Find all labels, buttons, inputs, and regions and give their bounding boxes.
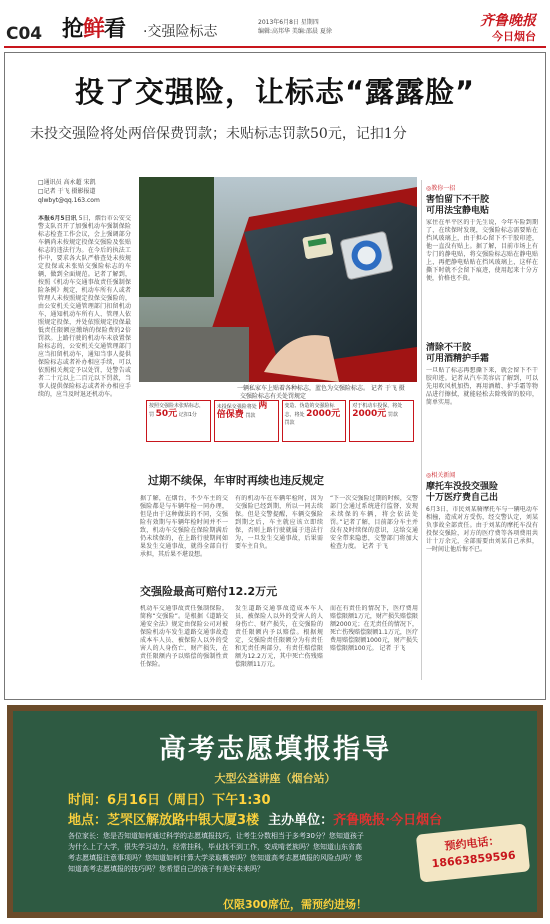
headline: 投了交强险，让标志“露露脸” (74, 75, 476, 109)
penalty-box-amount: 2000元 (352, 409, 387, 419)
penalty-box-note: 记扣1分 (178, 412, 197, 418)
subsection-heading-max-payout: 交强险最高可赔付12.2万元 (140, 585, 278, 598)
ad-blurb: 各位家长：您是否知道如何通过科学的志愿填报技巧，让考生分数相当于多考30分？您知道孩子为什么上了大学，很失学习动力，经常挂科，毕业找不到工作，变成啃老族吗？您知道山东省高考志愿填报注意事项吗？您知道如何计算大学录取概率吗？您知道高考志愿填报的风险点吗？您知道高考志愿填报的技巧吗？您希望自己的孩子有美好未来吗？ (68, 832, 364, 873)
byline-correspondents: □通讯员 高永超 宋凯 (38, 179, 96, 186)
ad-place-value: 芝罘区解放路中银大厦3楼 (107, 813, 260, 828)
header-divider (4, 46, 546, 48)
ad-time (68, 789, 271, 808)
max-text-col1: 机动车交通事故责任强制保险，简称“交强险”。是根据《道路交通安全法》规定由保险公司对被保险机动车发生道路交通事故造成本车人员、被保险人以外的受害人的人身伤亡、财产损失，在责任限额内予以赔偿的强制性责任保险。 (140, 605, 228, 668)
dateline-date: 2013年6月8日 星期四 (258, 19, 319, 26)
column-divider (421, 180, 422, 680)
article-lead: 本报6月5日讯 (38, 215, 77, 222)
ad-organizer-label: 主办单位： (268, 813, 334, 828)
car-windshield-image (139, 177, 417, 382)
ad-seat-notice: 仅限300席位，需预约进场！ (223, 898, 367, 911)
ad-subtitle: 大型公益讲座（烟台站） (214, 772, 336, 785)
sidebar-heading-1-line2: 可用法宝静电贴 (426, 206, 490, 216)
brand-char-2: 鲜 (83, 16, 105, 42)
article-body-text: 5日，烟台市公安交警支队召开了加强机动车强制保险标志检查工作会议，会上强调部分车辆尚未按规定投保交强险及张贴标志的违法行为。在今后的执法工作中，要求各大队严格查处未按规定投保或未张贴交强险标志的车辆，做到全面规范。记者了解到，按照《机动车交通事故责任强制保险条例》规定，机动车所有人或者管理人未按照规定投保交强险的，由公安机关交通管理部门扣留机动车，通知机动车所有人、管理人依照规定投保，并处依照规定投保最低责任限额应缴纳的保险费的2倍罚款。上路行驶的机动车未放置保险标志的，公安机关交通管理部门应当扣留机动车，通知当事人提供保险标志或者补办相应手续，可以依照相关规定予以处罚，处警告或者二十元以上二百元以下罚款，当事人提供保险标志或者补办相应手续的，应当及时退还机动车。 (38, 215, 131, 398)
penalty-box-amount: 两倍保费 (216, 401, 268, 420)
edition-name: 今日烟台 (492, 30, 536, 43)
brand-char-3: 看 (104, 16, 126, 42)
sidebar-heading-2 (426, 343, 538, 365)
penalty-box (146, 400, 211, 442)
ad-title: 高考志愿填报指导 (159, 734, 391, 765)
ad-phone-number: 18663859596 (431, 848, 517, 871)
sidebar-heading-3-line2: 十万医疗费自己出 (426, 493, 499, 503)
penalty-box (214, 400, 279, 442)
penalty-box-text: 按照交强险未张贴标志，罚 (149, 403, 205, 418)
brand-char-1: 抢 (62, 16, 84, 42)
newspaper-logo: 齐鲁晚报 (480, 13, 536, 29)
subsection-heading-expire: 过期不续保，年审时再续也违反规定 (148, 474, 324, 487)
page-header (0, 0, 550, 46)
byline-reporter: □记者 于飞 摄影报道 (38, 188, 96, 195)
sidebar-text-2: 一旦贴了标志再想撕下来，就会留下不干胶印迹。记者从汽车美容店了解到，可以先用吹风机加热，再用酒精、护手霜等物品进行擦拭，就能轻松去除残留的胶印，简单实用。 (426, 367, 538, 406)
photo-caption: 一辆私家车上贴着各种标志，蓝色为交强险标志。 记者 于飞 摄 (237, 385, 405, 392)
penalty-box (349, 400, 414, 442)
article-body-column (38, 215, 131, 685)
sidebar-kicker-related: ◎相关新闻 (426, 472, 456, 479)
expire-text-col3: “下一次交强险过期的时候，交警部门会通过系统进行监督，发现未续保的车辆，将会依法处罚。”记者了解，目前部分车主并没有及时续保的意识，这给交通安全带来隐患，交警部门将加大检查力度。 记者 于飞 (330, 495, 418, 550)
sidebar-heading-3 (426, 482, 538, 504)
penalty-box-text: 未投保交强险将处 (216, 404, 257, 410)
ad-phone-label: 预约电话： (443, 834, 501, 853)
ad-place-label: 地点： (68, 813, 108, 828)
penalty-box-amount: 2000元 (306, 409, 341, 419)
ad-time-value: 6月16日（周日）下午1:30 (107, 793, 271, 808)
page-number: C04 (6, 24, 43, 44)
sidebar-text-1: 家住在牟平区的于先生说，今年车险到期了，在续保时发现，交强险标志需要贴在挡风玻璃上，由于担心留下不干胶印迹，他一直没有贴上。据了解，目前市场上有专门的静电贴，将交强险标志贴在静电贴上，再把静电贴贴在挡风玻璃上，这样在撕下时就不会留下痕迹，使用起来十分方便，价格也不贵。 (426, 219, 538, 282)
advertisement-banner (7, 705, 543, 918)
sidebar-text-3: 6月3日，市民刘某骑摩托车与一辆电动车相撞，造成对方受伤，经交警认定，刘某负事故全部责任。由于刘某的摩托车没有投保交强险，对方的医疗费等各项费用共计十万余元，全部需要由刘某自己承担，一时间让他后悔不已。 (426, 506, 538, 553)
penalty-box-note: 罚款 (284, 420, 295, 426)
ad-organizer-value: 齐鲁晚报·今日烟台 (333, 813, 443, 828)
penalty-box-text: 变造、伪造的交强险标志，将处 (284, 403, 335, 418)
penalty-box-amount: 50元 (155, 409, 178, 419)
expire-text-col1: 据了解，在烟台，不少车主的交强险都是与车辆年检一同办理，但是由于这种做法的不同，交强险有效期与车辆年检时间并不一致，机动车交强险在保险期满后仍未续保的，在上路行驶期间如果发生交通事故，就得全部自行承担，其后果不堪设想。 (140, 495, 228, 558)
byline (38, 178, 100, 205)
sidebar-heading-3-line1: 摩托车没投交强险 (426, 482, 499, 492)
ad-phone-badge (416, 823, 530, 882)
penalty-info-boxes (146, 400, 414, 442)
penalty-box (282, 400, 347, 442)
subheadline: 未投交强险将处两倍保费罚款；未贴标志罚款50元，记扣1分 (30, 126, 407, 142)
max-text-col3: 而在有责任的情况下，医疗费用赔偿限额1万元，财产损失赔偿限额2000元；在无责任的情况下，死亡伤残赔偿限额1.1万元，医疗费用赔偿限额1000元，财产损失赔偿限额100元。 记者 于飞 (330, 605, 418, 652)
sidebar-heading-2-line1: 清除不干胶 (426, 343, 472, 353)
penalty-info-title: 交强险标志有关处罚规定 (240, 393, 307, 400)
sidebar-heading-1-line1: 害怕留下不干胶 (426, 195, 490, 205)
ad-place (68, 809, 442, 828)
expire-text-col2: 有的机动车在车辆年检时，因为交强险已经到期，所以一同去续保。但是交警提醒，车辆交强险到期之后，车主就应该立即续保，否则上路行驶就属于违法行为，一旦发生交通事故，后果需要车主自负。 (235, 495, 323, 550)
penalty-box-text: 对于机动车投保，将处 (352, 403, 403, 409)
news-photo (139, 177, 417, 382)
sidebar-column (426, 183, 538, 606)
sidebar-kicker-tip: ◎教你一招 (426, 185, 456, 192)
sidebar-heading-1 (426, 195, 538, 217)
dateline (258, 18, 332, 36)
column-brand (62, 12, 125, 43)
ad-organizer (264, 813, 443, 828)
sidebar-heading-2-line2: 可用酒精护手霜 (426, 354, 490, 364)
section-title: ·交强险标志 (143, 24, 218, 40)
ad-time-label: 时间： (68, 793, 108, 808)
dateline-editors: 编辑:高邦华 美编:邵晨 夏徐 (258, 28, 332, 35)
max-text-col2: 发生道路交通事故造成本车人员、被保险人以外的受害人的人身伤亡、财产损失，在交强险的责任限额内予以赔偿。根据规定，交强险责任限额分为有责任和无责任两部分，有责任赔偿限额为12.2万元，其中死亡伤残赔偿限额11万元。 (235, 605, 323, 668)
byline-email: qlwbyt@qq.163.com (38, 197, 100, 204)
penalty-box-note: 罚款 (387, 412, 398, 418)
penalty-box-note: 罚款 (245, 413, 256, 419)
